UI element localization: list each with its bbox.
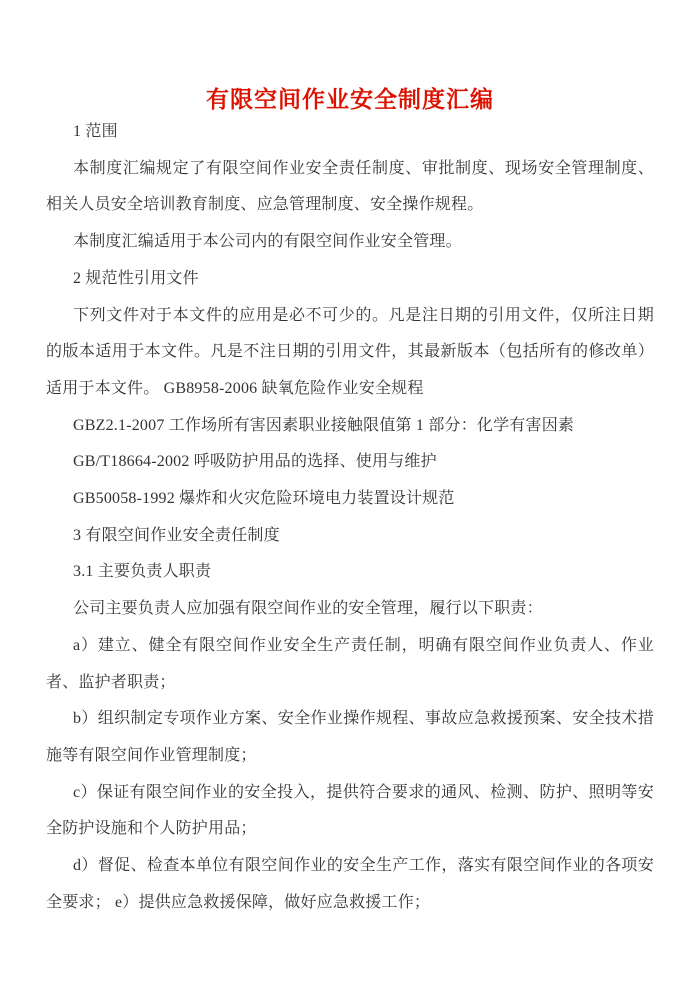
section-heading: 3 有限空间作业安全责任制度 [73,526,280,544]
document-body [0,114,700,921]
paragraph: c）保证有限空间作业的安全投入，提供符合要求的通风、检测、防护、照明等安全防护设施和个人防护用品； [46,783,654,838]
document-title: 有限空间作业安全制度汇编 [206,86,494,112]
paragraph: 公司主要负责人应加强有限空间作业的安全管理，履行以下职责： [73,600,543,618]
paragraph: 下列文件对于本文件的应用是必不可少的。凡是注日期的引用文件，仅所注日期的版本适用于本文件。凡是不注日期的引用文件，其最新版本（包括所有的修改单）适用于本文件。 GB8958-2006 缺氧危险作业安全规程 [46,306,654,397]
paragraph: GB/T18664-2002 呼吸防护用品的选择、使用与维护 [73,453,437,471]
paragraph: a）建立、健全有限空间作业安全生产责任制，明确有限空间作业负责人、作业者、监护者职责； [46,636,654,691]
paragraph: 本制度汇编适用于本公司内的有限空间作业安全管理。 [73,233,462,251]
section-heading: 2 规范性引用文件 [73,269,199,287]
paragraph: d）督促、检查本单位有限空间作业的安全生产工作，落实有限空间作业的各项安全要求； e）提供应急救援保障，做好应急救援工作； [46,857,654,911]
paragraph: GBZ2.1-2007 工作场所有害因素职业接触限值第 1 部分：化学有害因素 [73,416,575,434]
section-heading: 1 范围 [73,123,118,140]
paragraph: b）组织制定专项作业方案、安全作业操作规程、事故应急救援预案、安全技术措施等有限空间作业管理制度； [46,710,654,764]
section-heading: 3.1 主要负责人职责 [73,563,212,581]
paragraph: GB50058-1992 爆炸和火灾危险环境电力装置设计规范 [73,490,455,508]
paragraph: 本制度汇编规定了有限空间作业安全责任制度、审批制度、现场安全管理制度、相关人员安全培训教育制度、应急管理制度、安全操作规程。 [46,159,654,214]
